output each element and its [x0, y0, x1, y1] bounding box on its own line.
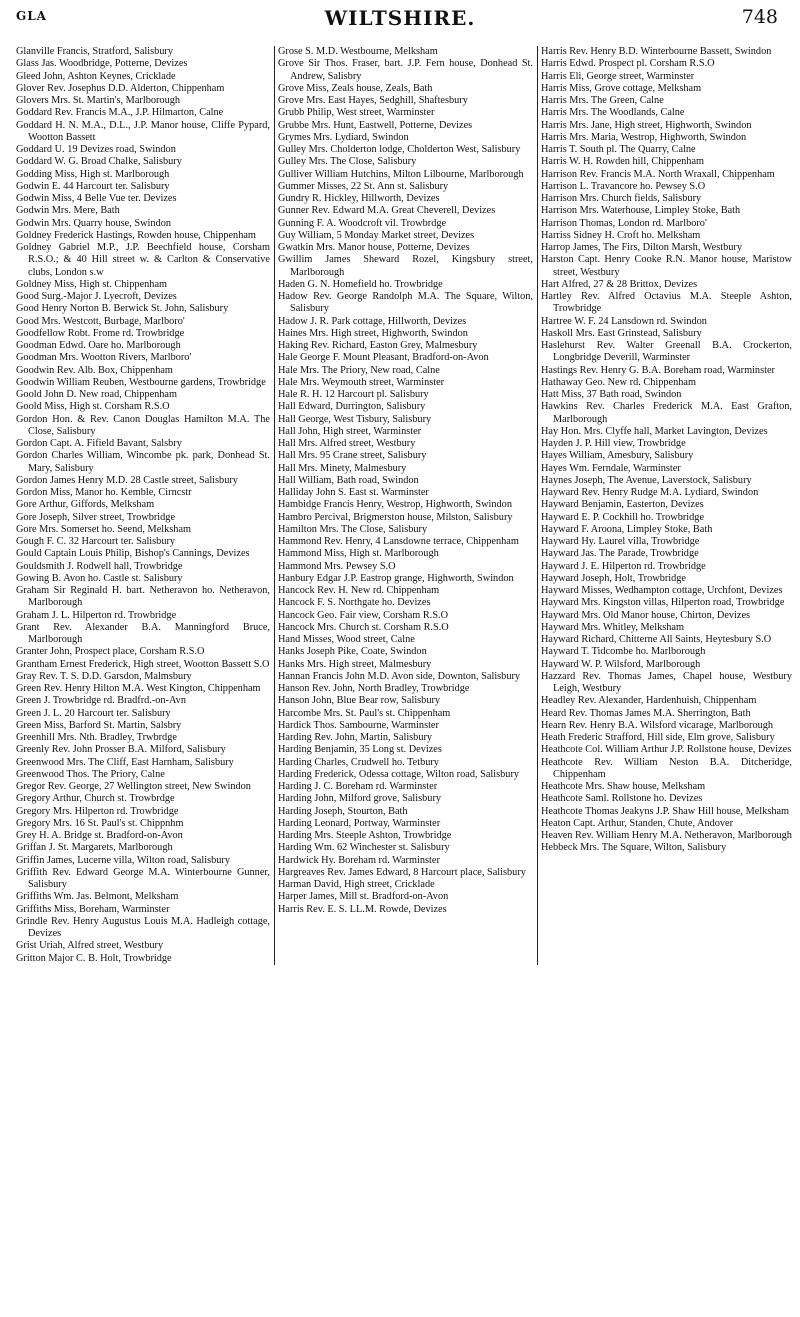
directory-entry: Gritton Major C. B. Holt, Trowbridge: [16, 952, 172, 964]
column-3: [537, 46, 792, 965]
directory-entry: Haking Rev. Richard, Easton Grey, Malmesbury: [278, 340, 478, 351]
directory-entry: Hayward J. E. Hilperton rd. Trowbridge: [541, 560, 706, 572]
directory-entry: Guy William, 5 Monday Market street, Devizes: [278, 229, 475, 241]
directory-entry: Granter John, Prospect place, Corsham R.S.O: [16, 646, 205, 658]
directory-entry: Hayward Rev. Henry Rudge M.A. Lydiard, Swindon: [541, 487, 759, 498]
column-2: [274, 46, 537, 965]
directory-entry: Harding Charles, Crudwell ho. Tetbury: [278, 756, 439, 768]
directory-entry: Hamilton Mrs. The Close, Salisbury: [278, 523, 428, 535]
directory-entry: Hathaway Geo. New rd. Chippenham: [541, 376, 696, 388]
directory-entry: Gummer Misses, 22 St. Ann st. Salisbury: [278, 180, 449, 192]
directory-entry: Gouldsmith J. Rodwell hall, Trowbridge: [16, 560, 183, 572]
directory-entry: Goodman Mrs. Wootton Rivers, Marlboro': [16, 352, 192, 364]
directory-entry: Godwin Mrs. Quarry house, Swindon: [16, 217, 172, 229]
directory-entry: Godwin Miss, 4 Belle Vue ter. Devizes: [16, 193, 177, 204]
directory-entry: Harris Mrs. Jane, High street, Highworth, Swindon: [541, 119, 752, 131]
directory-entry: Hall Mrs. Minety, Malmesbury: [278, 462, 407, 474]
directory-entry: Heathcote Thomas Jeakyns J.P. Shaw Hill house, Melksham: [541, 805, 790, 817]
directory-entry: Hartree W. F. 24 Lansdown rd. Swindon: [541, 315, 707, 327]
directory-entry: Hammond Rev. Henry, 4 Lansdowne terrace, Chippenham: [278, 536, 519, 547]
directory-entry: Gordon Hon. & Rev. Canon Douglas Hamilton M.A. The Close, Salisbury: [16, 413, 270, 437]
directory-entry: Harrison Mrs. Waterhouse, Limpley Stoke, Bath: [541, 205, 741, 217]
directory-entry: Godwin E. 44 Harcourt ter. Salisbury: [16, 180, 170, 192]
directory-entry: Hayes William, Amesbury, Salisbury: [541, 450, 694, 462]
directory-entry: Gordon James Henry M.D. 28 Castle street, Salisbury: [16, 474, 238, 486]
directory-entry: Harding John, Milford grove, Salisbury: [278, 793, 442, 805]
directory-entry: Godding Miss, High st. Marlborough: [16, 168, 170, 180]
directory-entry: Hall Edward, Durrington, Salisbury: [278, 401, 426, 413]
directory-entry: Harston Capt. Henry Cooke R.N. Manor house, Maristow street, Westbury: [541, 254, 792, 278]
directory-entry: Grubb Philip, West street, Warminster: [278, 107, 435, 119]
directory-entry: Grant Rev. Alexander B.A. Manningford Bruce, Marlborough: [16, 621, 270, 645]
directory-entry: Heard Rev. Thomas James M.A. Sherrington, Bath: [541, 707, 751, 719]
directory-entry: Halliday John S. East st. Warminster: [278, 487, 429, 498]
directory-entry: Gwatkin Mrs. Manor house, Potterne, Devizes: [278, 242, 470, 253]
directory-entry: Hancock Mrs. Church st. Corsham R.S.O: [278, 621, 449, 633]
directory-entry: Goldney Gabriel M.P., J.P. Beechfield house, Corsham R.S.O.; & 40 Hill street w. & Carlton & Conservative clubs, London s.w: [16, 242, 270, 278]
directory-entry: Graham J. L. Hilperton rd. Trowbridge: [16, 609, 177, 621]
directory-entry: Harris W. H. Rowden hill, Chippenham: [541, 156, 705, 168]
directory-entry: Hale R. H. 12 Harcourt pl. Salisbury: [278, 389, 429, 400]
directory-entry: Goddard Rev. Francis M.A., J.P. Hilmarton, Calne: [16, 107, 224, 119]
directory-entry: Hayward Mrs. Old Manor house, Chirton, Devizes: [541, 609, 751, 621]
directory-entry: Harris T. South pl. The Quarry, Calne: [541, 144, 696, 155]
directory-entry: Goold John D. New road, Chippenham: [16, 389, 178, 400]
directory-entry: Harman David, High street, Cricklade: [278, 879, 435, 890]
directory-entry: Gregory Mrs. Hilperton rd. Trowbridge: [16, 805, 179, 817]
directory-entry: Heaven Rev. William Henry M.A. Netheravon, Marlborough: [541, 830, 792, 841]
directory-entry: Goodfellow Robt. Frome rd. Trowbridge: [16, 327, 185, 339]
directory-entry: Harding J. C. Boreham rd. Warminster: [278, 781, 438, 792]
directory-entry: Good Henry Norton B. Berwick St. John, Salisbury: [16, 303, 229, 315]
directory-entry: Harding Wm. 62 Winchester st. Salisbury: [278, 842, 450, 854]
directory-entry: Hall John, High street, Warminster: [278, 425, 422, 437]
directory-entry: Good Surg.-Major J. Lyecroft, Devizes: [16, 291, 177, 302]
directory-entry: Hargreaves Rev. James Edward, 8 Harcourt place, Salisbury: [278, 866, 526, 878]
directory-entry: Hannan Francis John M.D. Avon side, Downton, Salisbury: [278, 670, 521, 682]
directory-entry: Hayward Mrs. Kingston villas, Hilperton road, Trowbridge: [541, 597, 785, 609]
directory-entry: Gleed John, Ashton Keynes, Cricklade: [16, 70, 176, 82]
directory-entry: Griffiths Miss, Boreham, Warminster: [16, 903, 170, 915]
directory-entry: Hancock Rev. H. New rd. Chippenham: [278, 585, 440, 596]
directory-entry: Hart Alfred, 27 & 28 Brittox, Devizes: [541, 278, 698, 290]
directory-entry: Hardick Thos. Sambourne, Warminster: [278, 719, 439, 731]
directory-entry: Gray Rev. T. S. D.D. Garsdon, Malmsbury: [16, 670, 192, 682]
directory-entry: Griffin James, Lucerne villa, Wilton road, Salisbury: [16, 854, 230, 866]
directory-entry: Hammond Miss, High st. Marlborough: [278, 548, 439, 560]
directory-entry: Hastings Rev. Henry G. B.A. Boreham road, Warminster: [541, 364, 775, 376]
directory-entry: Gregory Arthur, Church st. Trowbrdge: [16, 793, 175, 805]
directory-entry: Gunning F. A. Woodcroft vil. Trowbrdge: [278, 217, 447, 229]
directory-entry: Gregor Rev. George, 27 Wellington street, New Swindon: [16, 781, 251, 792]
directory-entry: Harris Mrs. Maria, Westrop, Highworth, Swindon: [541, 131, 747, 143]
directory-entry: Hearn Rev. Henry B.A. Wilsford vicarage, Marlborough: [541, 719, 774, 731]
directory-entry: Hambro Percival, Brigmerston house, Milston, Salisbury: [278, 511, 513, 523]
directory-entry: Godwin Mrs. Mere, Bath: [16, 205, 120, 217]
directory-entry: Harriss Sidney H. Croft ho. Melksham: [541, 229, 701, 241]
directory-entry: Hatt Miss, 37 Bath road, Swindon: [541, 389, 682, 400]
directory-entry: Heath Frederic Strafford, Hill side, Elm grove, Salisbury: [541, 732, 775, 743]
directory-entry: Gordon Capt. A. Fifield Bavant, Salsbry: [16, 438, 182, 449]
directory-entry: Hebbeck Mrs. The Square, Wilton, Salisbury: [541, 842, 727, 854]
directory-entry: Gwillim James Sheward Rozel, Kingsbury street, Marlborough: [278, 254, 533, 278]
directory-entry: Hartley Rev. Alfred Octavius M.A. Steeple Ashton, Trowbridge: [541, 291, 792, 315]
directory-entry: Harris Mrs. The Green, Calne: [541, 95, 664, 106]
directory-entry: Harper James, Mill st. Bradford-on-Avon: [278, 891, 449, 903]
directory-entry: Green J. Trowbridge rd. Bradfrd.-on-Avn: [16, 695, 186, 707]
directory-entry: Goddard U. 19 Devizes road, Swindon: [16, 144, 176, 155]
page-header: [0, 6, 800, 32]
directory-entry: Hanbury Edgar J.P. Eastrop grange, Highworth, Swindon: [278, 572, 514, 584]
directory-entry: Goodwin Rev. Alb. Box, Chippenham: [16, 364, 173, 376]
directory-entry: Hayward Joseph, Holt, Trowbridge: [541, 572, 687, 584]
directory-entry: Greenly Rev. John Prosser B.A. Milford, Salisbury: [16, 744, 226, 756]
directory-entry: Hale George F. Mount Pleasant, Bradford-on-Avon: [278, 352, 489, 364]
directory-entry: Goold Miss, High st. Corsham R.S.O: [16, 401, 170, 413]
directory-entry: Heaton Capt. Arthur, Standen, Chute, Andover: [541, 817, 734, 829]
directory-entry: Goldney Frederick Hastings, Rowden house, Chippenham: [16, 229, 256, 241]
directory-entry: Hall William, Bath road, Swindon: [278, 474, 419, 486]
directory-entry: Grubbe Mrs. Hunt, Eastwell, Potterne, Devizes: [278, 119, 473, 131]
directory-entry: Haines Mrs. High street, Highworth, Swindon: [278, 327, 468, 339]
directory-entry: Greenhill Mrs. Nth. Bradley, Trwbrdge: [16, 732, 177, 743]
directory-entry: Goldney Miss, High st. Chippenham: [16, 278, 168, 290]
directory-entry: Grose S. M.D. Westbourne, Melksham: [278, 46, 438, 57]
directory-entry: Harris Rev. Henry B.D. Winterbourne Bassett, Swindon: [541, 46, 772, 57]
directory-entry: Hardwick Hy. Boreham rd. Warminster: [278, 854, 440, 866]
directory-entry: Green J. L. 20 Harcourt ter. Salisbury: [16, 707, 171, 719]
directory-entry: Greenwood Mrs. The Cliff, East Harnham, Salisbury: [16, 756, 234, 768]
directory-entry: Hazzard Rev. Thomas James, Chapel house, Westbury Leigh, Westbury: [541, 670, 792, 694]
directory-entry: Gordon Miss, Manor ho. Kemble, Cirncstr: [16, 487, 192, 498]
directory-entry: Glovers Mrs. St. Martin's, Marlborough: [16, 95, 181, 106]
directory-entry: Gulley Mrs. The Close, Salisbury: [278, 156, 417, 168]
directory-entry: Harcombe Mrs. St. Paul's st. Chippenham: [278, 707, 451, 719]
directory-entry: Hayward Misses, Wedhampton cottage, Urchfont, Devizes: [541, 585, 783, 596]
directory-entry: Hanks Mrs. High street, Malmesbury: [278, 658, 432, 670]
directory-entry: Hall George, West Tisbury, Salisbury: [278, 413, 432, 425]
directory-entry: Harding Benjamin, 35 Long st. Devizes: [278, 744, 442, 756]
directory-entry: Haynes Joseph, The Avenue, Laverstock, Salisbury: [541, 474, 752, 486]
directory-entry: Hayward E. P. Cockhill ho. Trowbridge: [541, 511, 705, 523]
directory-entry: Heathcote Mrs. Shaw house, Melksham: [541, 781, 706, 792]
directory-entry: Hancock Geo. Fair view, Corsham R.S.O: [278, 609, 449, 621]
directory-entry: Gore Arthur, Giffords, Melksham: [16, 499, 155, 511]
directory-entry: Heathcote Col. William Arthur J.P. Rollstone house, Devizes: [541, 744, 792, 756]
directory-entry: Hayward T. Tidcombe ho. Marlborough: [541, 646, 706, 658]
directory-entry: Hall Mrs. Alfred street, Westbury: [278, 438, 416, 449]
directory-entry: Harrison Rev. Francis M.A. North Wraxall, Chippenham: [541, 168, 775, 180]
directory-entry: Hayes Wm. Ferndale, Warminster: [541, 462, 681, 474]
directory-entry: Hambidge Francis Henry, Westrop, Highworth, Swindon: [278, 499, 512, 511]
directory-entry: Goodwin William Reuben, Westbourne gardens, Trowbridge: [16, 376, 266, 388]
directory-entry: Grove Miss, Zeals house, Zeals, Bath: [278, 82, 433, 94]
directory-entry: Gore Mrs. Somerset ho. Seend, Melksham: [16, 523, 192, 535]
directory-entry: Heathcote Rev. William Neston B.A. Ditcheridge, Chippenham: [541, 756, 792, 780]
directory-entry: Glover Rev. Josephus D.D. Alderton, Chippenham: [16, 82, 225, 94]
directory-entry: Grantham Ernest Frederick, High street, Wootton Bassett S.O: [16, 658, 270, 670]
directory-entry: Harrison Mrs. Church fields, Salisbury: [541, 193, 702, 204]
directory-entry: Grove Sir Thos. Fraser, bart. J.P. Fern house, Donhead St. Andrew, Salisbry: [278, 58, 533, 82]
directory-entry: Grist Uriah, Alfred street, Westbury: [16, 940, 164, 952]
directory-entry: Hall Mrs. 95 Crane street, Salisbury: [278, 450, 427, 462]
directory-entry: Hayward Hy. Laurel villa, Trowbridge: [541, 536, 700, 547]
directory-entry: Grymes Mrs. Lydiard, Swindon: [278, 131, 409, 143]
directory-entry: Harrop James, The Firs, Dilton Marsh, Westbury: [541, 242, 742, 253]
directory-entry: Gough F. C. 32 Harcourt ter. Salisbury: [16, 536, 176, 547]
column-1: [16, 46, 274, 965]
directory-entry: Gregory Mrs. 16 St. Paul's st. Chippnhm: [16, 817, 184, 829]
directory-entry: Hale Mrs. Weymouth street, Warminster: [278, 376, 445, 388]
directory-entry: Heathcote Saml. Rollstone ho. Devizes: [541, 793, 703, 805]
directory-entry: Harris Mrs. The Woodlands, Calne: [541, 107, 685, 119]
directory-entry: Griffith Rev. Edward George M.A. Winterbourne Gunner, Salisbury: [16, 866, 270, 890]
directory-entry: Gowing B. Avon ho. Castle st. Salisbury: [16, 572, 183, 584]
directory-entry: Haskoll Mrs. East Grinstead, Salisbury: [541, 327, 702, 339]
directory-entry: Haden G. N. Homefield ho. Trowbridge: [278, 278, 443, 290]
directory-entry: Hayden J. P. Hill view, Trowbridge: [541, 438, 686, 449]
directory-columns: [16, 46, 792, 965]
directory-entry: Hayward Richard, Chitterne All Saints, Heytesbury S.O: [541, 634, 772, 645]
directory-entry: Harding Mrs. Steeple Ashton, Trowbridge: [278, 830, 452, 841]
directory-entry: Hand Misses, Wood street, Calne: [278, 634, 415, 645]
directory-entry: Hayward W. P. Wilsford, Marlborough: [541, 658, 701, 670]
directory-entry: Hale Mrs. The Priory, New road, Calne: [278, 364, 440, 376]
directory-entry: Harrison Thomas, London rd. Marlboro': [541, 217, 707, 229]
directory-entry: Grove Mrs. East Hayes, Sedghill, Shaftesbury: [278, 95, 468, 106]
directory-entry: Hancock F. S. Northgate ho. Devizes: [278, 597, 431, 609]
directory-entry: Greenwood Thos. The Priory, Calne: [16, 768, 165, 780]
directory-entry: Grey H. A. Bridge st. Bradford-on-Avon: [16, 830, 183, 841]
directory-entry: Hayward Jas. The Parade, Trowbridge: [541, 548, 699, 560]
directory-entry: Hanks Joseph Pike, Coate, Swindon: [278, 646, 427, 658]
directory-entry: Hay Hon. Mrs. Clyffe hall, Market Lavington, Devizes: [541, 425, 768, 437]
directory-entry: Green Miss, Barford St. Martin, Salsbry: [16, 719, 182, 731]
directory-entry: Haslehurst Rev. Walter Greenall B.A. Crockerton, Longbridge Deverill, Warminster: [541, 340, 792, 364]
directory-entry: Glass Jas. Woodbridge, Potterne, Devizes: [16, 58, 188, 70]
directory-entry: Graham Sir Reginald H. bart. Netheravon ho. Netheravon, Marlborough: [16, 585, 270, 609]
directory-entry: Good Mrs. Westcott, Burbage, Marlboro': [16, 315, 185, 327]
directory-entry: Hammond Mrs. Pewsey S.O: [278, 560, 396, 572]
directory-entry: Hayward Mrs. Whitley, Melksham: [541, 621, 684, 633]
directory-entry: Gundry R. Hickley, Hillworth, Devizes: [278, 193, 440, 204]
directory-entry: Gunner Rev. Edward M.A. Great Cheverell, Devizes: [278, 205, 496, 217]
directory-entry: Harrison L. Travancore ho. Pewsey S.O: [541, 180, 706, 192]
page-number: 748: [741, 6, 778, 28]
directory-entry: Goodman Edwd. Oare ho. Marlborough: [16, 340, 181, 351]
directory-entry: Harris Miss, Grove cottage, Melksham: [541, 82, 702, 94]
directory-entry: Gulley Mrs. Cholderton lodge, Cholderton West, Salisbury: [278, 144, 521, 155]
directory-entry: Harding Joseph, Stourton, Bath: [278, 805, 408, 817]
directory-entry: Hawkins Rev. Charles Frederick M.A. East Grafton, Marlborough: [541, 401, 792, 425]
directory-entry: Harris Rev. E. S. LL.M. Rowde, Devizes: [278, 903, 447, 915]
directory-entry: Harris Edwd. Prospect pl. Corsham R.S.O: [541, 58, 715, 70]
directory-entry: Hayward F. Aroona, Limpley Stoke, Bath: [541, 523, 713, 535]
directory-entry: Grindle Rev. Henry Augustus Louis M.A. Hadleigh cottage, Devizes: [16, 915, 270, 939]
directory-entry: Hayward Benjamin, Easterton, Devizes: [541, 499, 704, 511]
directory-entry: Hanson John, Blue Bear row, Salisbury: [278, 695, 441, 707]
directory-entry: Gore Joseph, Silver street, Trowbridge: [16, 511, 176, 523]
directory-entry: Goddard H. N. M.A., D.L., J.P. Manor house, Cliffe Pypard, Wootton Bassett: [16, 119, 270, 143]
directory-entry: Gulliver William Hutchins, Milton Lilbourne, Marlborough: [278, 168, 524, 180]
directory-entry: Harding Leonard, Portway, Warminster: [278, 817, 441, 829]
directory-entry: Gordon Charles William, Wincombe pk. park, Donhead St. Mary, Salisbury: [16, 450, 270, 474]
directory-entry: Glanville Francis, Stratford, Salisbury: [16, 46, 174, 57]
section-letters: GLA: [16, 9, 47, 23]
directory-entry: Harding Frederick, Odessa cottage, Wilton road, Salisbury: [278, 768, 520, 780]
directory-entry: Hadow J. R. Park cottage, Hillworth, Devizes: [278, 315, 467, 327]
page-title: WILTSHIRE.: [324, 6, 476, 30]
directory-entry: Gould Captain Louis Philip, Bishop's Cannings, Devizes: [16, 548, 250, 560]
directory-entry: Harris Eli, George street, Warminster: [541, 70, 695, 82]
directory-entry: Griffiths Wm. Jas. Belmont, Melksham: [16, 891, 179, 903]
directory-entry: Goddard W. G. Broad Chalke, Salisbury: [16, 156, 182, 168]
directory-entry: Green Rev. Henry Hilton M.A. West Kington, Chippenham: [16, 683, 261, 694]
directory-entry: Griffan J. St. Margarets, Marlborough: [16, 842, 173, 854]
directory-entry: Harding Rev. John, Martin, Salisbury: [278, 732, 433, 743]
directory-entry: Hadow Rev. George Randolph M.A. The Square, Wilton, Salisbury: [278, 291, 533, 315]
directory-entry: Hanson Rev. John, North Bradley, Trowbridge: [278, 683, 470, 694]
directory-entry: Headley Rev. Alexander, Hardenhuish, Chippenham: [541, 695, 757, 707]
